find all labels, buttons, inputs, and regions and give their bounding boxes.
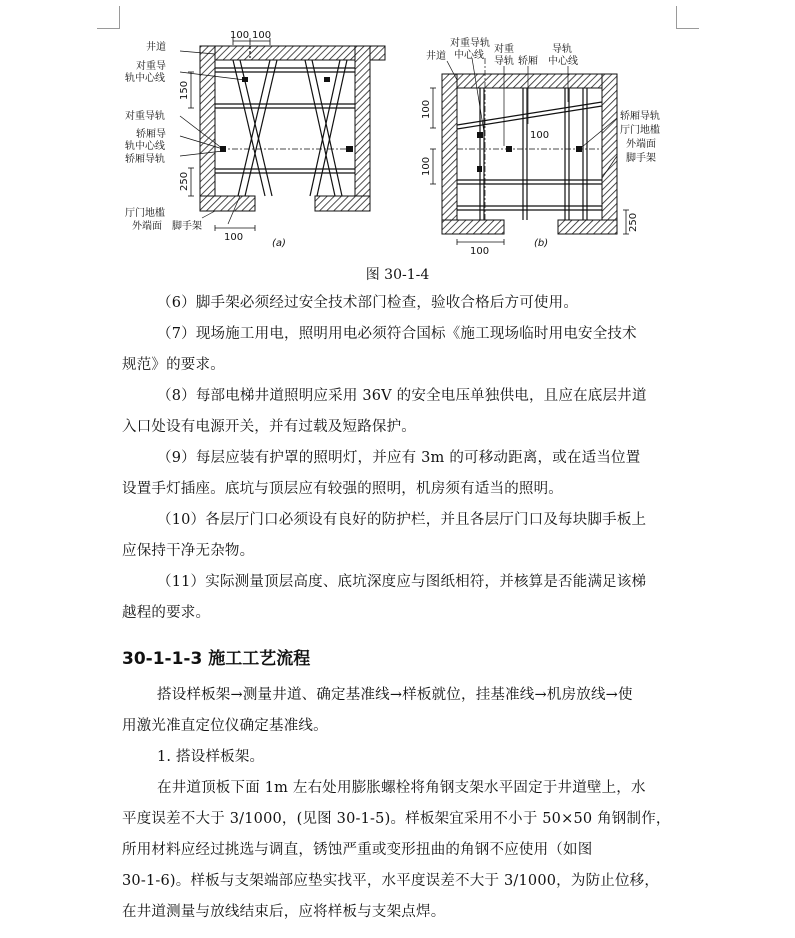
crop-mark-top-left bbox=[97, 6, 120, 29]
section-heading: 30-1-1-3 施工工艺流程 bbox=[122, 649, 311, 669]
paragraph-line: （7）现场施工用电，照明用电必须符合国标《施工现场临时用电安全技术 bbox=[157, 326, 637, 342]
label-shaft-a: 井道 bbox=[146, 42, 166, 53]
dim-top-a-1: 100 bbox=[230, 30, 250, 41]
paragraph-line: 在井道顶板下面 1m 左右处用膨胀螺栓将角钢支架水平固定于井道壁上，水 bbox=[157, 780, 646, 796]
paragraph-line: 在井道测量与放线结束后，应将样板与支架点焊。 bbox=[122, 904, 446, 920]
figure-drawing bbox=[120, 28, 680, 258]
label-cw-rail-b-1: 对重 bbox=[494, 44, 514, 55]
label-sill-a-2: 外端面 bbox=[132, 221, 162, 232]
label-shaft-b: 井道 bbox=[426, 51, 446, 62]
paragraph-line: 所用材料应经过挑选与调直，锈蚀严重或变形扭曲的角钢不应使用（如图 bbox=[122, 842, 593, 858]
label-sill-b-1: 厅门地槛 bbox=[620, 125, 660, 136]
figure-30-1-4 bbox=[120, 28, 680, 258]
label-scaffold-b: 脚手架 bbox=[626, 153, 656, 164]
paragraph-line: 入口处设有电源开关，并有过载及短路保护。 bbox=[122, 419, 416, 435]
dim-mid-b: 100 bbox=[530, 130, 550, 141]
paragraph-line: 30-1-6)。样板与支架端部应垫实找平，水平度误差不大于 3/1000，为防止位移， bbox=[122, 873, 660, 889]
paragraph-line: 规范》的要求。 bbox=[122, 357, 225, 373]
paragraph-item-11 bbox=[122, 567, 678, 629]
label-scaffold-a: 脚手架 bbox=[172, 221, 202, 232]
paragraph-item-8 bbox=[122, 381, 678, 443]
figure-b bbox=[421, 36, 660, 257]
figure-a bbox=[125, 30, 385, 249]
dim-left-b-1: 100 bbox=[421, 99, 432, 119]
paragraph-line: 用激光准直定位仪确定基准线。 bbox=[122, 718, 328, 734]
process-flow-paragraph bbox=[122, 680, 678, 742]
dim-left-a-1: 150 bbox=[179, 80, 190, 100]
label-cw-center-a-2: 轨中心线 bbox=[125, 73, 165, 84]
paragraph-item-9 bbox=[122, 443, 678, 505]
dim-bottom-b: 100 bbox=[470, 246, 490, 257]
sublabel-a: (a) bbox=[272, 238, 286, 249]
label-car-center-a-1: 轿厢导 bbox=[136, 129, 166, 140]
paragraph-line: （10）各层厅门口必须设有良好的防护栏，并且各层厅门口及每块脚手板上 bbox=[157, 512, 647, 528]
paragraph-line: （11）实际测量顶层高度、底坑深度应与图纸相符，并核算是否能满足该梯 bbox=[157, 574, 647, 590]
sublabel-b: (b) bbox=[534, 238, 549, 249]
label-car-rail-b: 轿厢导轨 bbox=[620, 111, 660, 122]
dim-bottom-a: 100 bbox=[224, 232, 244, 243]
paragraph-line: 越程的要求。 bbox=[122, 605, 211, 621]
dim-right-b: 250 bbox=[628, 212, 639, 232]
paragraph-line: 平度误差不大于 3/1000，(见图 30-1-5)。样板架宜采用不小于 50×50 角钢制作， bbox=[122, 811, 671, 827]
figure-caption: 图 30-1-4 bbox=[365, 267, 430, 283]
paragraph-line: 设置手灯插座。底坑与顶层应有较强的照明，机房须有适当的照明。 bbox=[122, 481, 563, 497]
label-cw-rail-a: 对重导轨 bbox=[125, 111, 165, 122]
label-cw-center-a-1: 对重导 bbox=[136, 61, 166, 72]
label-sill-b-2: 外端面 bbox=[626, 139, 656, 150]
label-rail-center-b-1: 导轨 bbox=[552, 44, 572, 55]
dim-left-a-2: 250 bbox=[179, 171, 190, 191]
label-cw-center-b-1: 对重导轨 bbox=[450, 38, 490, 49]
label-rail-center-b-2: 中心线 bbox=[548, 56, 578, 67]
dim-top-a-2: 100 bbox=[252, 30, 272, 41]
paragraph-line: 搭设样板架→测量井道、确定基准线→样板就位，挂基准线→机房放线→使 bbox=[157, 687, 633, 703]
paragraph-item-10 bbox=[122, 505, 678, 567]
paragraph-line: （8）每部电梯井道照明应采用 36V 的安全电压单独供电，且应在底层井道 bbox=[157, 388, 647, 404]
paragraph-line: （9）每层应装有护罩的照明灯，并应有 3m 的可移动距离，或在适当位置 bbox=[157, 450, 641, 466]
step-heading bbox=[122, 742, 678, 773]
crop-mark-top-right bbox=[676, 6, 699, 29]
label-cw-rail-b-2: 导轨 bbox=[494, 56, 514, 67]
shaft-wall-a bbox=[200, 46, 385, 211]
scaffold-a bbox=[215, 46, 355, 196]
paragraph-line: 1. 搭设样板架。 bbox=[157, 749, 265, 765]
label-cw-center-b-2: 中心线 bbox=[454, 50, 484, 61]
paragraph-line: （6）脚手架必须经过安全技术部门检查，验收合格后方可使用。 bbox=[157, 295, 579, 311]
label-sill-a-1: 厅门地槛 bbox=[125, 208, 165, 219]
label-car-b: 轿厢 bbox=[518, 56, 538, 67]
label-car-center-a-2: 轨中心线 bbox=[125, 141, 165, 152]
paragraph-item-6 bbox=[122, 288, 678, 319]
dim-left-b-2: 100 bbox=[421, 156, 432, 176]
step-body-paragraph bbox=[122, 773, 678, 928]
label-car-rail-a: 轿厢导轨 bbox=[125, 154, 165, 165]
paragraph-line: 应保持干净无杂物。 bbox=[122, 543, 255, 559]
paragraph-item-7 bbox=[122, 319, 678, 381]
